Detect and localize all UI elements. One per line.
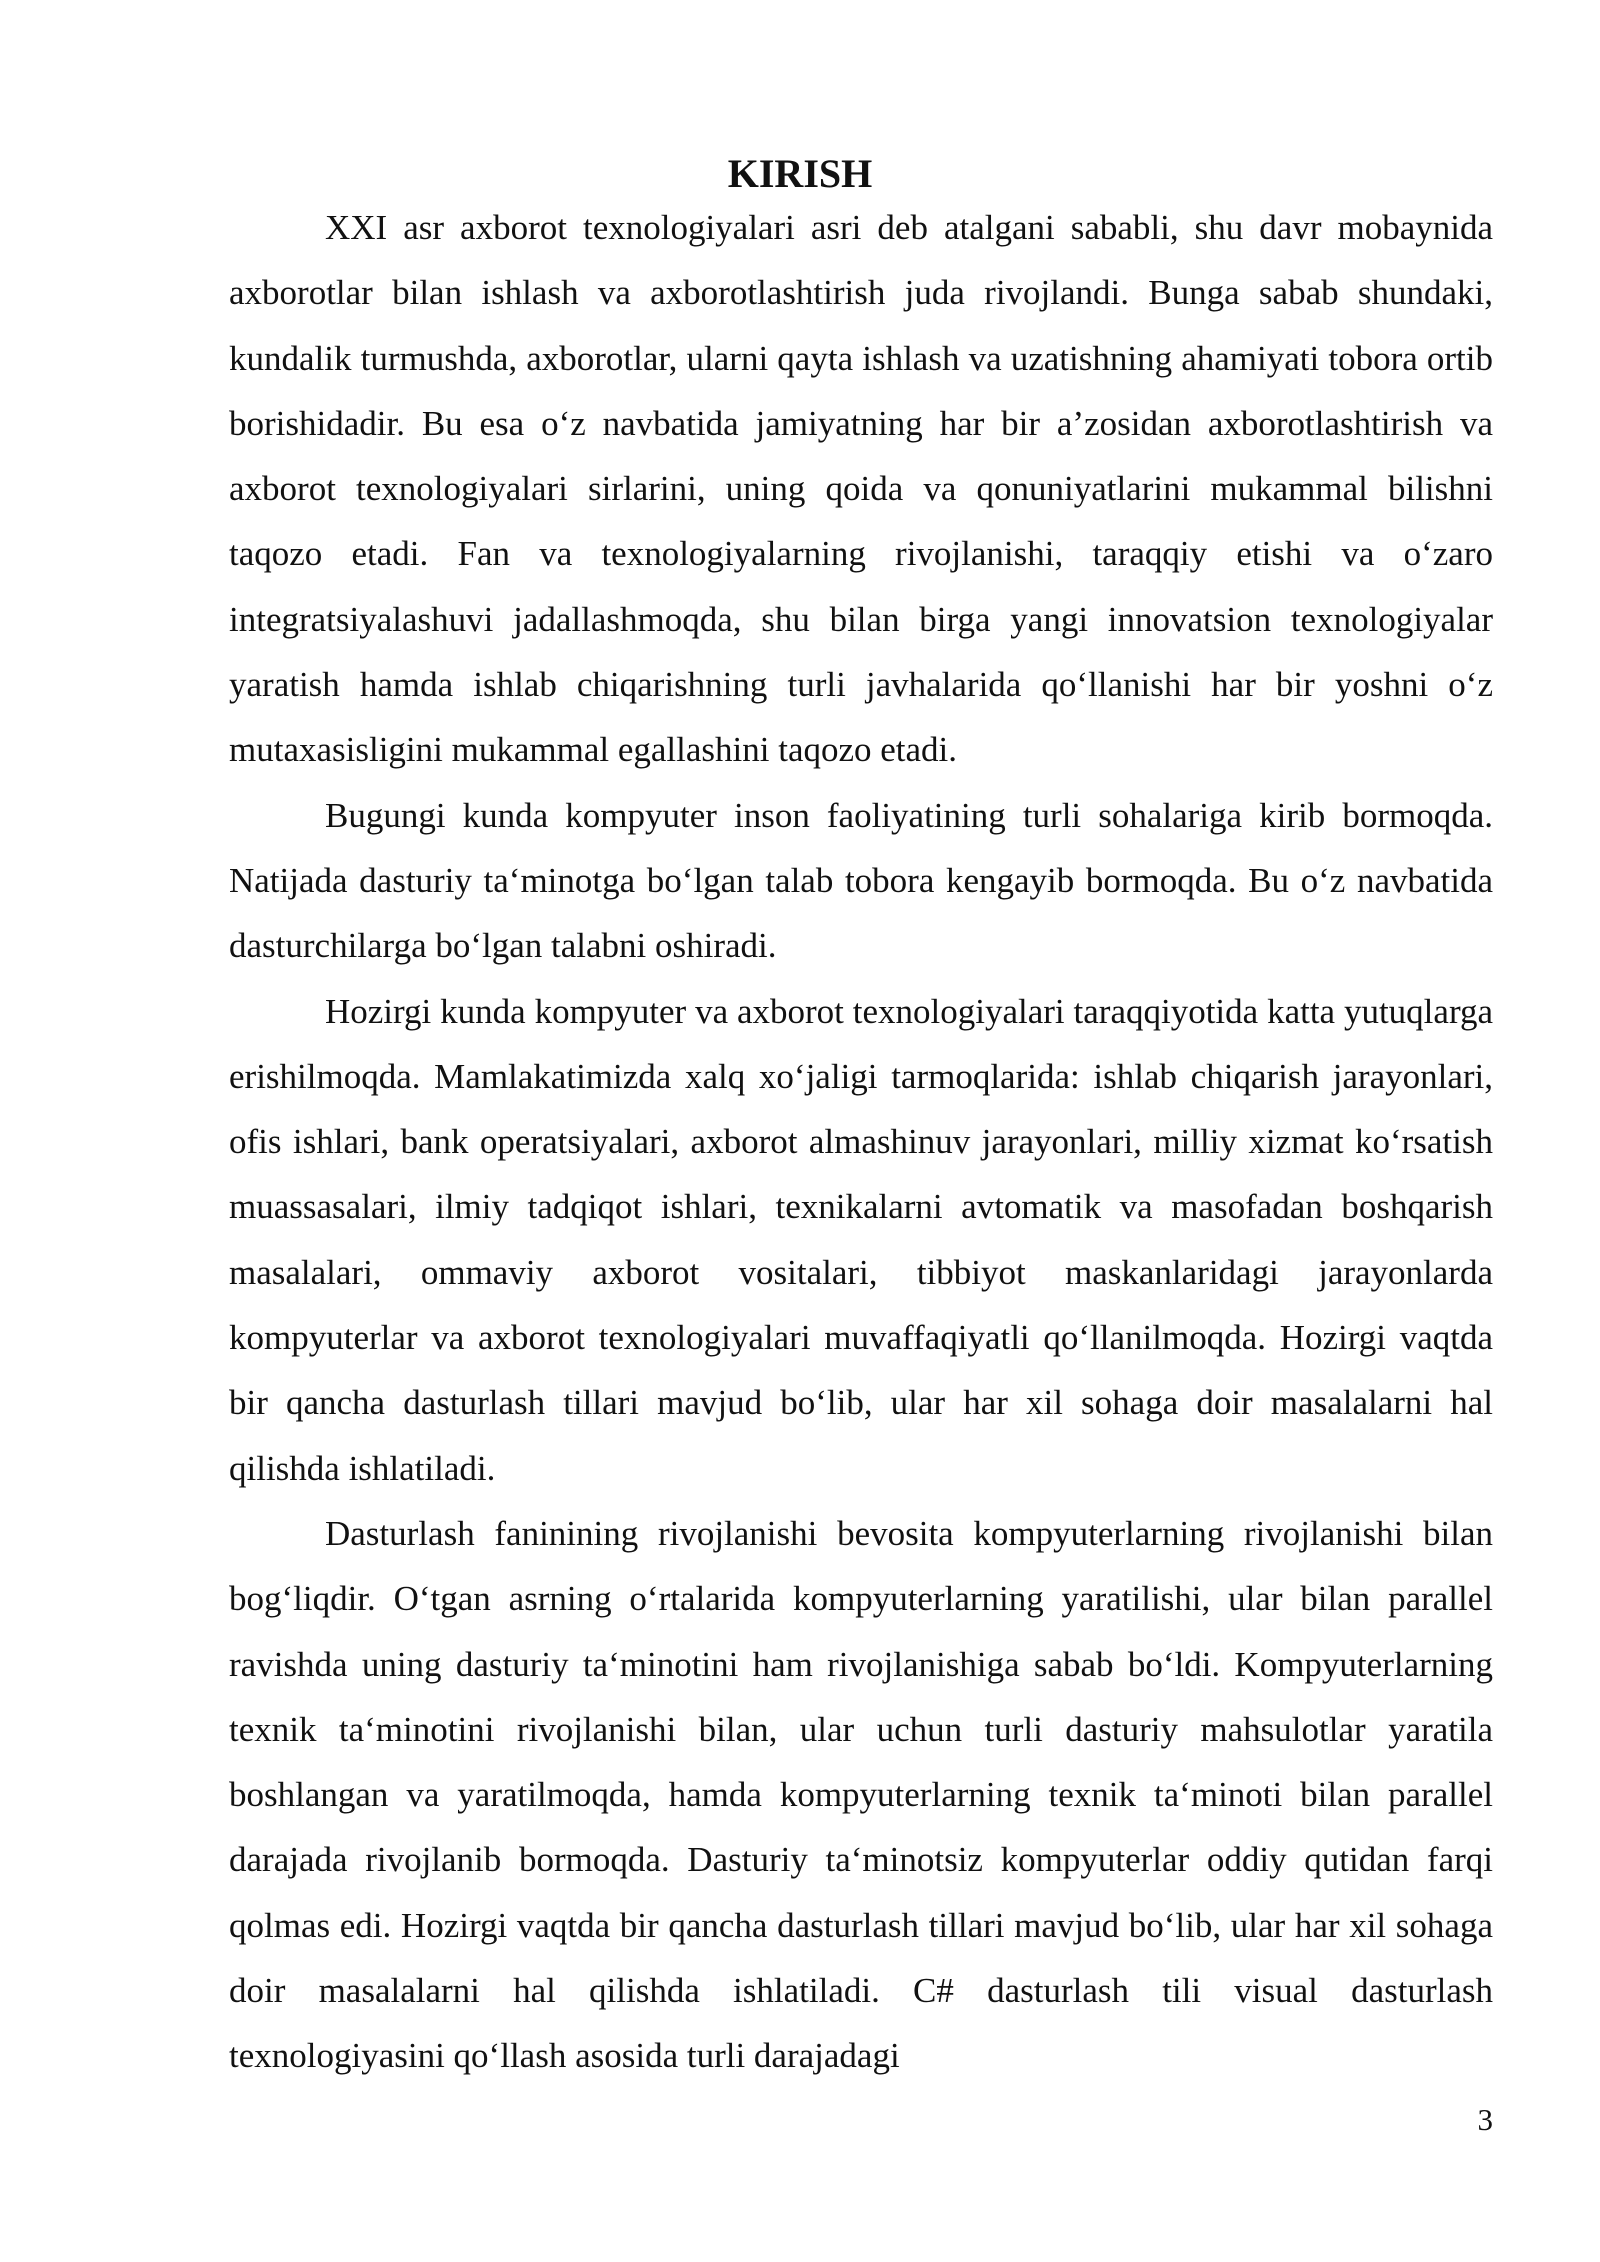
page-title: KIRISH — [727, 151, 873, 196]
page-number: 3 — [1477, 2102, 1493, 2137]
paragraph-software-demand: Bugungi kunda kompyuter inson faoliyatining turli sohalariga kirib bormoqda. Natijada dasturiy ta‘minotga bo‘lgan talab tobora kengayib bormoqda. Bu o‘z navbatida dasturchilarga bo‘lgan talabni oshiradi. — [229, 795, 1493, 966]
paragraph-programming-development: Dasturlash faninining rivojlanishi bevosita kompyuterlarning rivojlanishi bilan bog‘liqdir. O‘tgan asrning o‘rtalarida kompyuterlarning yaratilishi, ular bilan parallel ravishda uning dasturiy ta‘minotini ham rivojlanishiga sabab bo‘ldi. Kompyuterlarning texnik ta‘minotini rivojlanishi bilan, ular uchun turli dasturiy mahsulotlar yaratila boshlangan va yaratilmoqda, hamda kompyuterlarning texnik ta‘minoti bilan parallel darajada rivojlanib bormoqda. Dasturiy ta‘minotsiz kompyuterlar oddiy qutidan farqi qolmas edi. Hozirgi vaqtda bir qancha dasturlash tillari mavjud bo‘lib, ular har xil sohaga doir masalalarni hal qilishda ishlatiladi. C# dasturlash tili visual dasturlash texnologiyasini qo‘llash asosida turli darajadagi — [229, 1513, 1493, 2076]
document-body — [229, 195, 1493, 2089]
paragraph-computer-achievements: Hozirgi kunda kompyuter va axborot texnologiyalari taraqqiyotida katta yutuqlarga erishilmoqda. Mamlakatimizda xalq xo‘jaligi tarmoqlarida: ishlab chiqarish jarayonlari, ofis ishlari, bank operatsiyalari, axborot almashinuv jarayonlari, milliy xizmat ko‘rsatish muassasalari, ilmiy tadqiqot ishlari, texnikalarni avtomatik va masofadan boshqarish masalalari, ommaviy axborot vositalari, tibbiyot maskanlaridagi jarayonlarda kompyuterlar va axborot texnologiyalari muvaffaqiyatli qo‘llanilmoqda. Hozirgi vaqtda bir qancha dasturlash tillari mavjud bo‘lib, ular har xil sohaga doir masalalarni hal qilishda ishlatiladi. — [229, 991, 1493, 1488]
paragraph-intro: XXI asr axborot texnologiyalari asri deb atalgani sababli, shu davr mobaynida axborotlar bilan ishlash va axborotlashtirish juda rivojlandi. Bunga sabab shundaki, kundalik turmushda, axborotlar, ularni qayta ishlash va uzatishning ahamiyati tobora ortib borishidadir. Bu esa o‘z navbatida jamiyatning har bir a’zosidan axborotlashtirish va axborot texnologiyalari sirlarini, uning qoida va qonuniyatlarini mukammal bilishni taqozo etadi. Fan va texnologiyalarning rivojlanishi, taraqqiy etishi va o‘zaro integratsiyalashuvi jadallashmoqda, shu bilan birga yangi innovatsion texnologiyalar yaratish hamda ishlab chiqarishning turli javhalarida qo‘llanishi har bir yoshni o‘z mutaxasisligini mukammal egallashini taqozo etadi. — [229, 208, 1493, 770]
